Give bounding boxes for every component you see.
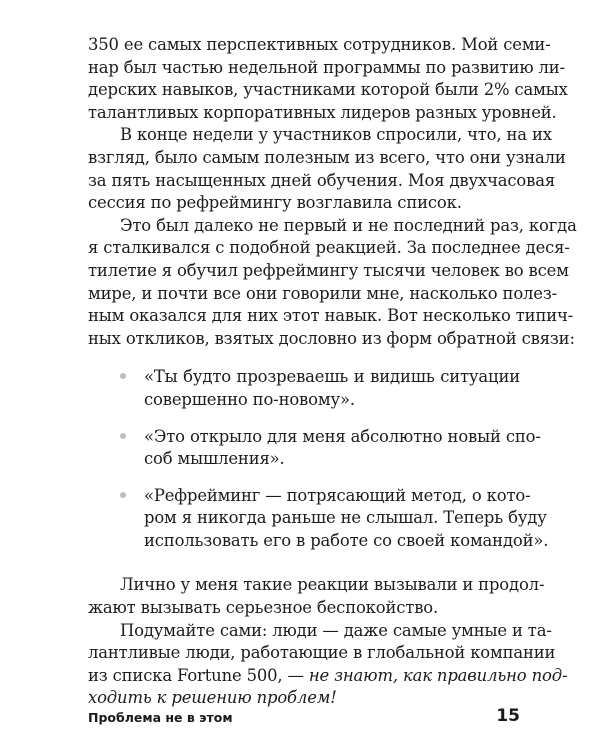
text-line: сессия по рефреймингу возглавила список. [88, 193, 462, 213]
feedback-quotes-list [88, 366, 549, 552]
text-line: Это был далеко не первый и не последний раз, когда [120, 215, 577, 235]
paragraph-4 [88, 574, 545, 619]
list-item [88, 426, 541, 471]
emphasis-text: ходить к решению проблем! [88, 688, 337, 708]
text-line: за пять насыщенных дней обучения. Моя двухчасовая [88, 170, 556, 190]
page-footer [88, 706, 520, 730]
text-line: я сталкивался с подобной реакцией. За последнее деся- [88, 238, 570, 258]
list-item [88, 366, 520, 411]
bullet-icon [120, 373, 126, 379]
bullet-icon [120, 433, 126, 439]
running-head: Проблема не в этом [88, 710, 233, 725]
text-line: взгляд, было самым полезным из всего, что они узнали [88, 147, 566, 167]
paragraph-3 [88, 215, 577, 351]
text-line: 350 ее самых перспективных сотрудников. Мой семи- [88, 35, 551, 54]
text-line-mixed [88, 665, 568, 688]
text-line: использовать его в работе со своей командой». [144, 530, 549, 550]
text-line: ным оказался для них этот навык. Вот несколько типич- [88, 306, 574, 326]
text-line: лантливые люди, работающие в глобальной компании [88, 643, 556, 663]
paragraph-2 [88, 124, 566, 214]
page-body [88, 34, 577, 710]
text-line: нар был частью недельной программы по развитию ли- [88, 57, 565, 77]
page-number: 15 [496, 706, 520, 726]
emphasis-text: не знают, как правильно под- [308, 665, 568, 685]
text-line: совершенно по-новому». [144, 389, 355, 409]
list-item [88, 485, 549, 553]
text-line: Подумайте сами: люди — даже самые умные и та- [120, 620, 552, 640]
text-plain: из списка Fortune 500, — [88, 665, 309, 685]
bullet-icon [120, 492, 126, 498]
text-line: жают вызывать серьезное беспокойство. [88, 598, 439, 618]
paragraph-5 [88, 620, 568, 710]
text-line: дерских навыков, участниками которой были 2% самых [88, 80, 568, 100]
text-line: «Рефрейминг — потрясающий метод, о кото- [144, 485, 531, 505]
paragraph-1 [88, 34, 568, 124]
text-line: тилетие я обучил рефреймингу тысячи человек во всем [88, 260, 569, 280]
text-line: В конце недели у участников спросили, что, на их [120, 125, 552, 145]
text-line: талантливых корпоративных лидеров разных уровней. [88, 102, 557, 122]
text-line: «Это открыло для меня абсолютно новый спо- [144, 426, 541, 446]
text-line: «Ты будто прозреваешь и видишь ситуации [144, 367, 520, 387]
text-line: ром я никогда раньше не слышал. Теперь буду [144, 508, 547, 528]
text-line: мире, и почти все они говорили мне, насколько полез- [88, 283, 558, 303]
text-line: ных откликов, взятых дословно из форм обратной связи: [88, 328, 575, 348]
text-line: соб мышления». [144, 449, 285, 469]
text-line: Лично у меня такие реакции вызывали и продол- [120, 575, 545, 595]
